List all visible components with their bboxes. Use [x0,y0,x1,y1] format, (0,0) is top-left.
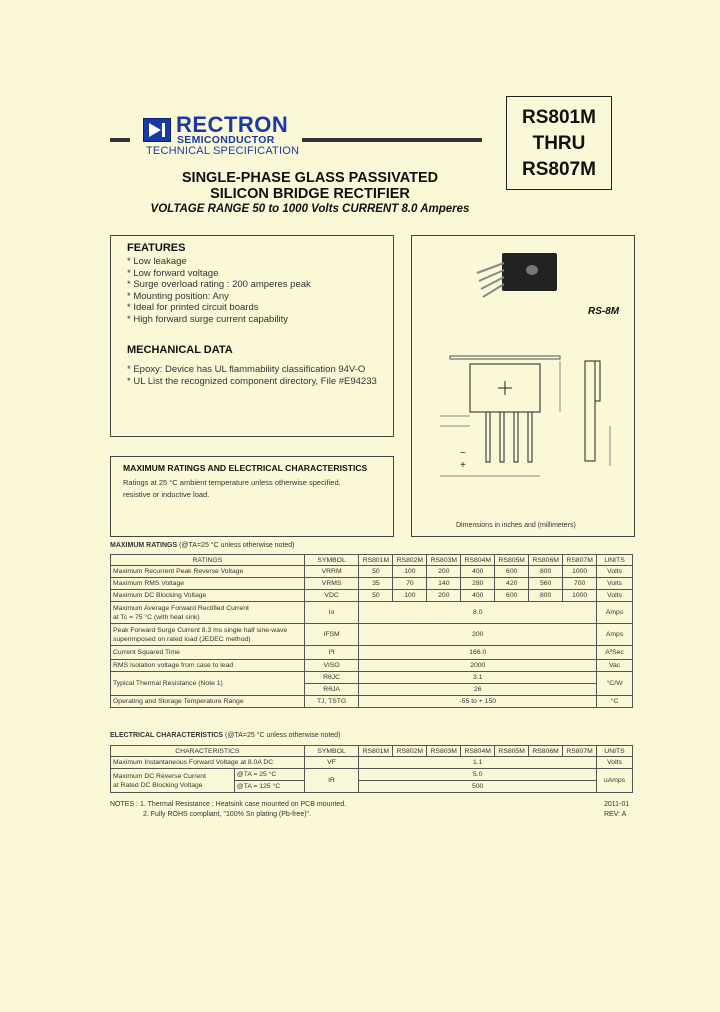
header-cell: RS805M [495,555,529,566]
table-cell: Amps [597,624,633,646]
table-cell [111,624,305,646]
title-line1: SINGLE-PHASE GLASS PASSIVATED [181,170,439,186]
table-cell: -55 to + 150 [359,696,597,708]
outline-drawing [420,346,625,506]
table-cell: Maximum Recurrent Peak Reverse Voltage [111,566,305,578]
elec-table [110,745,633,793]
header-cell: RS802M [393,555,427,566]
table-cell: I²t [304,646,359,660]
header-cell: RS807M [563,555,597,566]
table-row [111,566,633,578]
table-header-row [111,746,633,757]
header-cell: RS806M [529,555,563,566]
logo-sub: SEMICONDUCTOR [177,134,275,146]
logo-tech: TECHNICAL SPECIFICATION [146,145,300,157]
table-cell: 8.0 [359,602,597,624]
part-number-box [506,96,612,190]
table-cell: Maximum Instantaneous Forward Voltage at 8.0A DC [111,757,305,769]
table-cell: VDC [304,590,359,602]
table-cell: 26 [359,684,597,696]
header-cell: RS804M [461,746,495,757]
table-cell: °C/W [597,672,633,696]
cell-line: at Tc = 75 °C (with heat sink) [113,613,200,621]
table-cell: 200 [359,624,597,646]
table-cell: 1000 [563,566,597,578]
table-cell: RθJA [304,684,359,696]
table-cell: Maximum DC Blocking Voltage [111,590,305,602]
table-cell: Volts [597,566,633,578]
title-sub: VOLTAGE RANGE 50 to 1000 Volts CURRENT 8.0 Amperes [150,203,470,215]
table-row [111,590,633,602]
table-cell: 200 [427,590,461,602]
table-cell: 50 [359,566,393,578]
svg-text:+: + [460,460,466,471]
table-cell: IFSM [304,624,359,646]
table-cell: Typical Thermal Resistance (Note 1) [111,672,305,696]
part-line1: RS801M [522,107,596,128]
mech-list [127,364,377,387]
mech-item: * Epoxy: Device has UL flammability classification 94V-O [127,364,366,375]
header-cell: SYMBOL [304,555,359,566]
table-cell: Amps [597,602,633,624]
feature-item: * Mounting position: Any [127,290,229,302]
ratings-note1: Ratings at 25 °C ambient temperature unless otherwise specified. [123,478,341,487]
table-cell: 1000 [563,590,597,602]
table-row [111,769,633,781]
table-row [111,646,633,660]
package-photo-icon [472,248,562,308]
header-cell: SYMBOL [304,746,359,757]
table-cell: 200 [427,566,461,578]
table-row [111,696,633,708]
header-cell: RS803M [427,555,461,566]
table-cell: A²Sec [597,646,633,660]
cell-line: superimposed on rated load (JEDEC method) [113,635,251,643]
table-cell: Io [304,602,359,624]
table-row [111,757,633,769]
part-line2: THRU [532,133,586,154]
header-cell: RS801M [359,746,393,757]
header-rule-left [110,138,130,142]
header-rule-right [302,138,482,142]
table-cell: Operating and Storage Temperature Range [111,696,305,708]
table-cell: Volts [597,590,633,602]
table-cell: 800 [529,590,563,602]
package-panel [411,235,635,537]
title-line2: SILICON BRIDGE RECTIFIER [210,186,410,202]
table-cell: @TA = 125 °C [234,781,304,793]
table-cell: °C [597,696,633,708]
table-row [111,624,633,646]
table-cell: 100 [393,566,427,578]
header-cell: RS807M [563,746,597,757]
table-cell: 100 [393,590,427,602]
note-1: NOTES : 1. Thermal Resistance : Heatsink case mounted on PCB mounted. [110,801,347,808]
cell-line: at Rated DC Blocking Voltage [113,781,203,789]
svg-text:~: ~ [460,448,466,459]
cell-line: Maximum DC Reverse Current [113,772,206,780]
table-cell: 400 [461,566,495,578]
feature-item: * Ideal for printed circuit boards [127,302,259,313]
features-list [127,256,311,325]
table-row [111,578,633,590]
doc-date: 2011-01 [604,801,630,808]
table-cell: uAmps [597,769,633,793]
table-cell: VF [304,757,359,769]
header-cell: CHARACTERISTICS [111,746,305,757]
table-cell: 166.0 [359,646,597,660]
header-cell: RS806M [529,746,563,757]
logo-name: RECTRON [176,112,289,137]
table-cell: IR [304,769,359,793]
header-cell: RS805M [495,746,529,757]
feature-item: * Low leakage [127,256,187,267]
table-cell [111,602,305,624]
table-cell: Current Squared Time [111,646,305,660]
elec-caption-bold: ELECTRICAL CHARACTERISTICS [110,732,224,739]
table-header-row [111,555,633,566]
max-caption-rest: (@TA=25 °C unless otherwise noted) [177,542,295,549]
header-cell: RATINGS [111,555,305,566]
feature-item: * High forward surge current capability [127,313,289,325]
features-panel [110,235,394,437]
table-cell: TJ, TSTG [304,696,359,708]
table-cell: VRRM [304,566,359,578]
table-row [111,672,633,684]
table-row [111,660,633,672]
table-cell: 420 [495,578,529,590]
table-cell: RMS Isolation voltage from case to lead [111,660,305,672]
table-cell: 500 [359,781,597,793]
table-cell [111,769,235,793]
feature-item: * Surge overload rating : 200 amperes peak [127,279,311,290]
header-cell: RS801M [359,555,393,566]
cell-line: Peak Forward Surge Current 8.3 ms single half sine-wave [113,626,288,634]
table-cell: VRMS [304,578,359,590]
table-cell: 560 [529,578,563,590]
table-cell: Vac [597,660,633,672]
table-cell: 35 [359,578,393,590]
table-cell: 70 [393,578,427,590]
ratings-note2: resistive or inductive load. [123,490,210,499]
table-cell: @TA = 25 °C [234,769,304,781]
table-cell: 600 [495,566,529,578]
header-cell: RS802M [393,746,427,757]
package-label: RS-8M [588,306,620,317]
table-cell: 280 [461,578,495,590]
rectron-logo-icon [143,118,171,142]
table-cell: 50 [359,590,393,602]
header-cell: RS804M [461,555,495,566]
max-ratings-table [110,554,633,708]
table-cell: RθJC [304,672,359,684]
ratings-heading: MAXIMUM RATINGS AND ELECTRICAL CHARACTERISTICS [123,463,368,473]
header-cell: UNITS [597,746,633,757]
table-cell: 2000 [359,660,597,672]
note-2: 2. Fully ROHS compliant, "100% Sn plating (Pb-free)". [143,811,311,818]
max-caption-bold: MAXIMUM RATINGS [110,542,178,549]
table-cell: VISO [304,660,359,672]
doc-rev: REV: A [604,811,627,818]
table-cell: 3.1 [359,672,597,684]
table-cell: 1.1 [359,757,597,769]
header-cell: RS803M [427,746,461,757]
dimension-note: Dimensions in inches and (millimeters) [456,522,576,529]
part-line3: RS807M [522,159,596,180]
feature-item: * Low forward voltage [127,267,219,279]
ratings-panel [110,456,394,537]
cell-line: Maximum Average Forward Rectified Current [113,604,249,612]
elec-caption-rest: (@TA=25 °C unless otherwise noted) [223,732,341,739]
elec-caption [110,732,340,739]
table-cell: 140 [427,578,461,590]
mech-heading: MECHANICAL DATA [127,344,233,356]
features-heading: FEATURES [127,242,186,254]
table-cell: 800 [529,566,563,578]
header-cell: UNITS [597,555,633,566]
mech-item: * UL List the recognized component directory, File #E94233 [127,375,377,387]
max-caption [110,542,295,549]
table-cell: 600 [495,590,529,602]
table-cell: 5.0 [359,769,597,781]
table-row [111,602,633,624]
table-cell: 700 [563,578,597,590]
table-cell: Maximum RMS Voltage [111,578,305,590]
table-cell: Volts [597,578,633,590]
table-cell: 400 [461,590,495,602]
table-cell: Volts [597,757,633,769]
